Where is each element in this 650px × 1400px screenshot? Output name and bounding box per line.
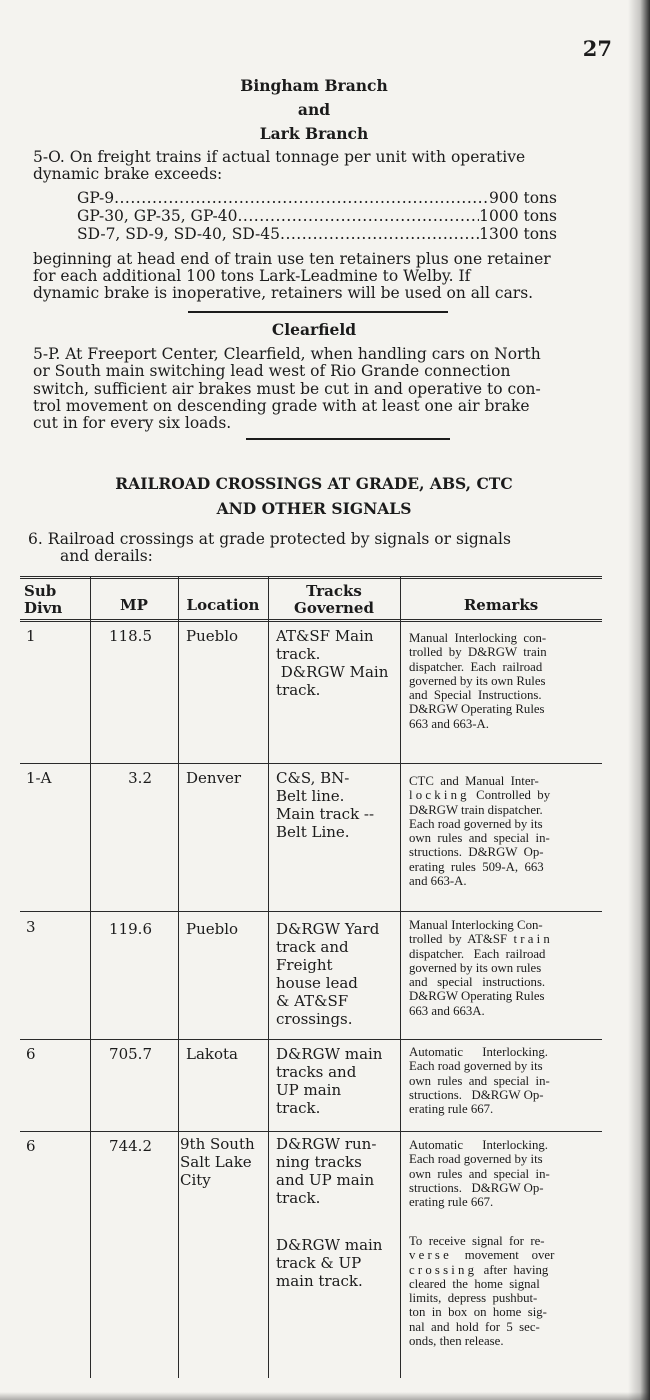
section-title-clearfield: Clearfield	[271, 320, 357, 339]
leader-dots	[280, 225, 479, 243]
cell-remarks: Manual Interlocking con- trolled by D&RGW train dispatcher. Each railroad governed by its own Rules and Special Instructions. D&RGW Operating Rules 663 and 663-A.	[409, 631, 547, 731]
cell-mp: 119.6	[109, 920, 152, 938]
cell-sub: 3	[26, 918, 36, 936]
table-header-border	[20, 619, 602, 620]
cell-tracks: D&RGW Yard track and Freight house lead & AT&SF crossings.	[276, 920, 380, 1028]
page-bottom-shadow	[0, 1392, 650, 1400]
cell-location: Pueblo	[186, 627, 239, 645]
table-col-border	[90, 576, 91, 1378]
section-title-bingham: Bingham Branch	[240, 76, 388, 95]
cell-location: Pueblo	[186, 920, 239, 938]
rule-5p-line-2: or South main switching lead west of Rio Grande connection	[33, 362, 511, 380]
section-title-and: and	[297, 100, 331, 119]
header-sub: Sub	[24, 582, 57, 600]
tonnage-row	[77, 189, 557, 207]
tonnage-units: SD-7, SD-9, SD-40, SD-45	[77, 225, 281, 243]
table-row-border	[20, 1039, 602, 1040]
rule-5p-line-5: cut in for every six loads.	[33, 414, 232, 432]
leader-dots	[237, 207, 479, 225]
tonnage-tons: 1300 tons	[479, 225, 557, 243]
table-top-border	[20, 578, 602, 579]
tonnage-units: GP-9	[77, 189, 115, 207]
rule-5o-line-2: dynamic brake exceeds:	[33, 165, 223, 183]
cell-sub: 1	[26, 627, 36, 645]
table-row-border	[20, 763, 602, 764]
cell-mp: 3.2	[128, 769, 152, 787]
cell-location: 9th South Salt Lake City	[180, 1135, 255, 1189]
rule-6-line-2: and derails:	[60, 547, 153, 565]
tonnage-tons: 900 tons	[488, 189, 557, 207]
cell-sub: 1-A	[26, 769, 52, 787]
rule-5p-line-1: 5-P. At Freeport Center, Clearfield, when handling cars on North	[33, 345, 541, 363]
cell-tracks-secondary: D&RGW main track & UP main track.	[276, 1236, 383, 1290]
tonnage-row	[77, 225, 557, 243]
cell-mp: 118.5	[109, 627, 152, 645]
rule-5o-after-1: beginning at head end of train use ten retainers plus one retainer	[33, 250, 551, 268]
table-top-border	[20, 576, 602, 577]
page-edge-shadow	[628, 0, 650, 1400]
page-number: 27	[582, 36, 612, 61]
table-col-border	[400, 576, 401, 1378]
tonnage-row	[77, 207, 557, 225]
rule-6-line-1: 6. Railroad crossings at grade protected by signals or signals	[28, 530, 511, 548]
table-row-border	[20, 911, 602, 912]
section-title-crossings-1: RAILROAD CROSSINGS AT GRADE, ABS, CTC	[115, 474, 513, 493]
table-col-border	[268, 576, 269, 1378]
cell-remarks: Manual Interlocking Con- trolled by AT&SF t r a i n dispatcher. Each railroad governed by its own rules and special instructions. D&RGW Operating Rules 663 and 663A.	[409, 918, 550, 1018]
cell-tracks: D&RGW main tracks and UP main track.	[276, 1045, 383, 1117]
leader-dots	[114, 189, 489, 207]
cell-sub: 6	[26, 1045, 36, 1063]
header-governed: Governed	[294, 599, 374, 617]
header-divn: Divn	[24, 599, 63, 617]
rule-5p-line-3: switch, sufficient air brakes must be cut in and operative to con-	[33, 380, 541, 398]
section-title-crossings-2: AND OTHER SIGNALS	[216, 499, 412, 518]
cell-mp: 705.7	[109, 1045, 152, 1063]
section-divider	[188, 311, 448, 313]
section-title-lark: Lark Branch	[259, 124, 369, 143]
cell-mp: 744.2	[109, 1137, 152, 1155]
cell-location: Lakota	[186, 1045, 238, 1063]
cell-tracks: D&RGW run- ning tracks and UP main track.	[276, 1135, 377, 1207]
cell-remarks: Automatic Interlocking. Each road governed by its own rules and special in- structions. D&RGW Op- erating rule 667.	[409, 1138, 550, 1210]
rule-5p-line-4: trol movement on descending grade with at least one air brake	[33, 397, 530, 415]
header-remarks: Remarks	[463, 596, 539, 614]
section-divider	[246, 438, 450, 440]
tonnage-tons: 1000 tons	[479, 207, 557, 225]
header-location: Location	[186, 596, 260, 614]
cell-location: Denver	[186, 769, 242, 787]
header-tracks: Tracks	[306, 582, 362, 600]
cell-tracks: AT&SF Main track. D&RGW Main track.	[276, 627, 389, 699]
rule-5o-line-1: 5-O. On freight trains if actual tonnage per unit with operative	[33, 148, 526, 166]
table-row-border	[20, 1131, 602, 1132]
table-col-border	[178, 576, 179, 1378]
rule-5o-after-3: dynamic brake is inoperative, retainers will be used on all cars.	[33, 284, 534, 302]
cell-remarks: CTC and Manual Inter- l o c k i n g Controlled by D&RGW train dispatcher. Each road governed by its own rules and special in- structions. D&RGW Op- erating rules 509-A, 663 and 663-A.	[409, 774, 551, 889]
rule-5o-after-2: for each additional 100 tons Lark-Leadmine to Welby. If	[33, 267, 471, 285]
cell-sub: 6	[26, 1137, 36, 1155]
tonnage-units: GP-30, GP-35, GP-40	[77, 207, 238, 225]
header-mp: MP	[120, 596, 148, 614]
table-header-border	[20, 621, 602, 622]
cell-remarks-secondary: To receive signal for re- v e r s e movement over c r o s s i n g after having cleared the home signal limits, depress pushbut- ton in box on home sig- nal and hold for 5 sec- onds, then release.	[409, 1234, 555, 1349]
cell-remarks: Automatic Interlocking. Each road governed by its own rules and special in- structions. D&RGW Op- erating rule 667.	[409, 1045, 550, 1117]
cell-tracks: C&S, BN- Belt line. Main track -- Belt Line.	[276, 769, 375, 841]
